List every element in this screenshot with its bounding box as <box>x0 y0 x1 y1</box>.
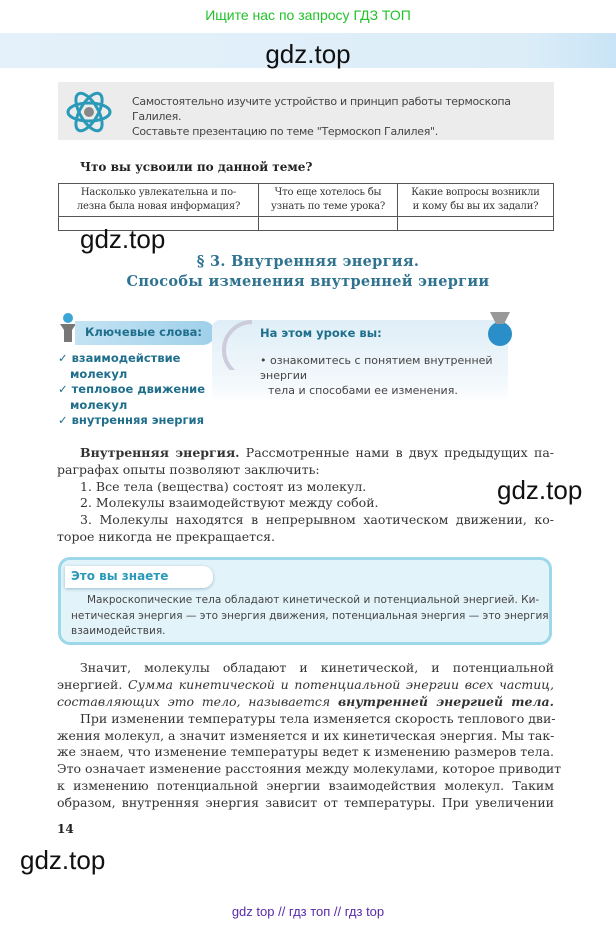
keyword: ✓ взаимодействие <box>58 351 181 365</box>
you-know-box <box>58 557 552 645</box>
globe-person-icon <box>482 308 518 348</box>
paragraph-line: Внутренняя энергия. Рассмотренные нами в двух предыдущих па- <box>80 445 555 460</box>
paragraph-line: жения молекул, а значит изменяется и их кинетическая энергия. Мы так- <box>57 728 555 743</box>
paragraph-line: Это означает изменение расстояния между молекулами, которое приводит <box>57 761 562 776</box>
page-number: 14 <box>57 822 74 836</box>
reflection-question: Что вы усвоили по данной теме? <box>80 160 313 174</box>
top-ad-link[interactable]: Ищите нас по запросу ГДЗ ТОП <box>205 7 411 23</box>
table-header-cell: Что еще хотелось бы узнать по теме урока? <box>259 184 398 217</box>
keywords-label: Ключевые слова: <box>75 321 215 345</box>
atom-icon <box>65 86 113 138</box>
paragraph-line: к изменению потенциальной энергии взаимодействия молекул. Таким <box>57 778 554 793</box>
table-cell <box>259 217 398 231</box>
table-header-cell: Насколько увлекательна и по- лезна была новая информация? <box>59 184 259 217</box>
lesson-goals-box <box>212 320 508 402</box>
section-title: § 3. Внутренняя энергия. <box>196 253 420 270</box>
paragraph-line: Значит, молекулы обладают и кинетической, и потенциальной <box>80 660 554 675</box>
paragraph-line: же знаем, что изменение температуры ведет к изменению размеров тела. <box>57 744 554 759</box>
table-cell <box>398 217 554 231</box>
task-line: Самостоятельно изучите устройство и принцип работы термоскопа Галилея. <box>132 95 511 123</box>
circle-decoration-icon <box>212 320 252 370</box>
paragraph-line: составляющих это тело, называется внутренней энергией тела. <box>57 694 555 709</box>
task-line: Составьте презентацию по теме "Термоскоп Галилея". <box>132 125 438 138</box>
list-item: 1. Все тела (вещества) состоят из молекул. <box>80 479 367 494</box>
you-know-title: Это вы знаете <box>65 566 213 588</box>
section-subtitle: Способы изменения внутренней энергии <box>126 273 490 290</box>
watermark: gdz.top <box>80 224 166 254</box>
keywords-list <box>58 351 205 429</box>
paragraph-line: При изменении температуры тела изменяется скорость теплового дви- <box>80 711 556 726</box>
footer-links[interactable]: gdz top // гдз топ // гдз top <box>231 904 385 919</box>
keyword: молекул <box>70 366 128 381</box>
paragraph-line: энергией. Сумма кинетической и потенциальной энергии всех частиц, <box>57 677 554 692</box>
keyword: ✓ внутренняя энергия <box>58 413 204 427</box>
paragraph-line: образом, внутренняя энергия зависит от температуры. При увеличении <box>57 795 554 810</box>
list-item: 3. Молекулы находятся в непрерывном хаотическом движении, ко- <box>80 512 554 527</box>
watermark: gdz.top <box>265 39 351 69</box>
list-item: 2. Молекулы взаимодействуют между собой. <box>80 495 379 510</box>
task-box <box>58 82 554 140</box>
lesson-goal: тела и способами ее изменения. <box>268 384 458 397</box>
paragraph-line: торое никогда не прекращается. <box>57 529 275 544</box>
watermark: gdz.top <box>497 475 583 505</box>
know-line: нетическая энергия — это энергия движения, потенциальная энергия — это энергия <box>71 609 549 622</box>
lesson-goal: • ознакомитесь с понятием внутренней энергии <box>260 354 493 382</box>
keyword: ✓ тепловое движение <box>58 382 206 396</box>
know-line: взаимодействия. <box>71 625 166 637</box>
keyword: молекул <box>70 397 128 412</box>
table-header-cell: Какие вопросы возникли и кому бы вы их задали? <box>398 184 554 217</box>
know-line: Макроскопические тела обладают кинетической и потенциальной энергией. Ки- <box>87 594 540 606</box>
watermark: gdz.top <box>20 845 106 875</box>
paragraph-line: раграфах опыты позволяют заключить: <box>57 462 320 477</box>
lesson-goals-title: На этом уроке вы: <box>260 326 382 340</box>
